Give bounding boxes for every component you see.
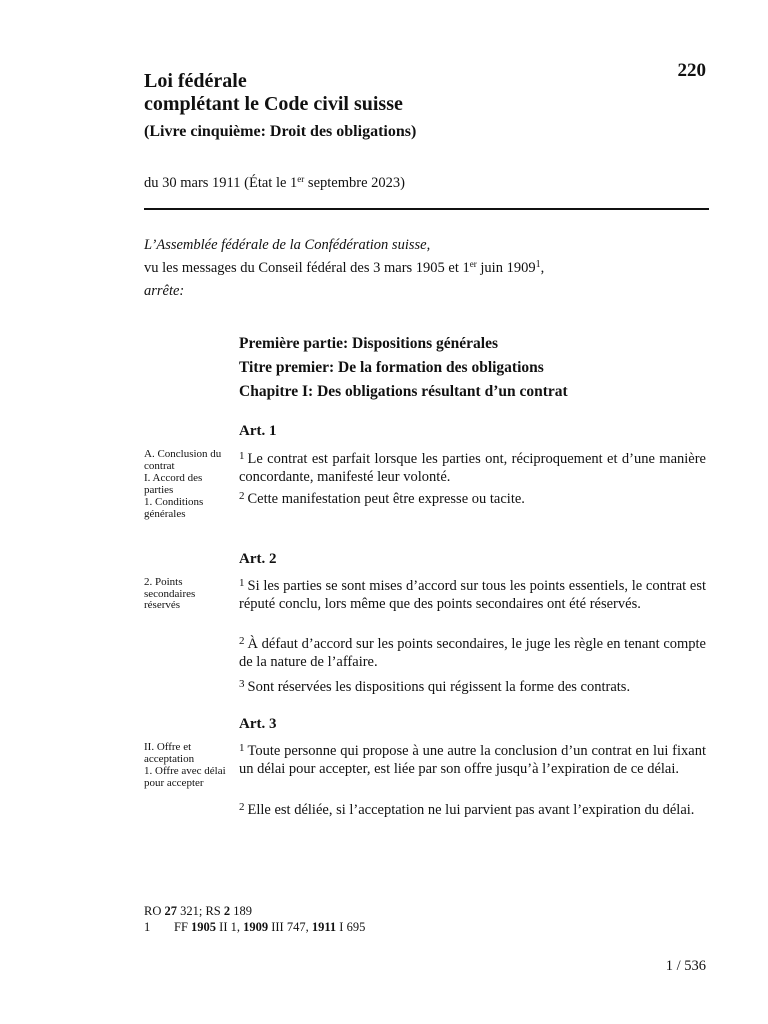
ff-year: 1911 — [311, 920, 337, 934]
article-1-paragraph-2 — [239, 487, 706, 508]
article-2-paragraph-3 — [239, 675, 706, 696]
article-1-margin-note — [144, 449, 230, 521]
heading-part: Première partie: Dispositions générales — [239, 335, 498, 352]
preamble-assembly: L’Assemblée fédérale de la Confédération suisse, — [144, 237, 431, 253]
document-subtitle: (Livre cinquième: Droit des obligations) — [144, 123, 417, 140]
title-line-1: Loi fédérale — [144, 70, 247, 92]
article-3-margin-note — [144, 742, 230, 790]
page-number: 1 / 536 — [665, 958, 706, 974]
article-2-margin-note — [144, 577, 230, 613]
footnote-number: 1 — [144, 920, 151, 934]
paragraph-text: À défaut d’accord sur les points secondaires, le juge les règle en tenant compte de la nature de l’affaire. — [239, 636, 706, 670]
preamble-arrete: arrête: — [144, 283, 185, 299]
margin-note-line: I. Accord des parties — [144, 472, 203, 496]
ff-ref: III 747, — [268, 920, 312, 934]
footnote-1 — [144, 919, 365, 935]
margin-note-line: 1. Conditions générales — [144, 496, 204, 520]
paragraph-number: 2 — [239, 801, 245, 813]
article-1-paragraph-1 — [239, 447, 706, 486]
article-3-paragraph-1 — [239, 739, 706, 778]
ff-year: 1909 — [243, 920, 269, 934]
paragraph-text: Sont réservées les dispositions qui régissent la forme des contrats. — [247, 679, 631, 695]
paragraph-text: Elle est déliée, si l’acceptation ne lui parvient pas avant l’expiration du délai. — [247, 802, 695, 818]
article-2-title: Art. 2 — [239, 551, 277, 567]
paragraph-number: 1 — [239, 742, 245, 754]
vu-suffix: juin 1909 — [476, 260, 536, 276]
document-title — [144, 70, 416, 143]
margin-note-line: A. Conclusion du contrat — [144, 448, 222, 472]
header-rule — [144, 208, 709, 210]
ro-mid: 321; RS — [177, 904, 224, 918]
date-prefix: du 30 mars 1911 (État le 1 — [144, 175, 298, 191]
ff-ref: II 1, — [216, 920, 244, 934]
heading-chapitre: Chapitre I: Des obligations résultant d’un contrat — [239, 383, 568, 400]
footnote-ref-1[interactable]: 1 — [535, 259, 541, 270]
paragraph-number: 2 — [239, 490, 245, 502]
heading-titre: Titre premier: De la formation des obligations — [239, 359, 544, 376]
vu-end: , — [540, 260, 545, 276]
footnotes — [144, 903, 365, 935]
article-2-paragraph-2 — [239, 632, 706, 671]
paragraph-text: Le contrat est parfait lorsque les parties ont, réciproquement et d’une manière concordante, manifesté leur volonté. — [239, 451, 706, 485]
margin-note-line: II. Offre et acceptation — [144, 741, 195, 765]
article-2-paragraph-1 — [239, 574, 706, 613]
ff-prefix: FF — [174, 920, 192, 934]
paragraph-text: Cette manifestation peut être expresse ou tacite. — [247, 491, 525, 507]
vu-prefix: vu les messages du Conseil fédéral des 3 mars 1905 et 1 — [144, 260, 470, 276]
article-1-title: Art. 1 — [239, 423, 277, 439]
date-sup: er — [297, 174, 305, 184]
article-3-paragraph-2 — [239, 798, 706, 819]
date-suffix: septembre 2023) — [304, 175, 405, 191]
paragraph-number: 2 — [239, 635, 245, 647]
section-headings — [239, 332, 568, 404]
rs-end: 189 — [230, 904, 253, 918]
vu-sup: er — [469, 259, 477, 269]
source-reference — [144, 903, 365, 919]
paragraph-number: 1 — [239, 577, 245, 589]
margin-note-line: 2. Points secondaires réservés — [144, 576, 196, 611]
margin-note-line: 1. Offre avec délai pour accepter — [144, 765, 226, 789]
paragraph-text: Toute personne qui propose à une autre la conclusion d’un contrat en lui fixant un délai pour accepter, est liée par son offre jusqu’à l’expiration de ce délai. — [239, 743, 706, 777]
rs-volume: 2 — [223, 904, 231, 918]
ro-volume: 27 — [164, 904, 177, 918]
preamble-vu — [144, 257, 544, 280]
paragraph-number: 3 — [239, 678, 245, 690]
paragraph-text: Si les parties se sont mises d’accord sur tous les points essentiels, le contrat est réputé conclu, lors même que des points secondaires ont été réservés. — [239, 578, 706, 612]
ff-year: 1905 — [191, 920, 217, 934]
article-3-title: Art. 3 — [239, 716, 277, 732]
paragraph-number: 1 — [239, 450, 245, 462]
title-line-2: complétant le Code civil suisse — [144, 93, 403, 115]
date-line — [144, 175, 405, 192]
ro-prefix: RO — [144, 904, 165, 918]
ff-ref: I 695 — [336, 920, 366, 934]
preamble — [144, 234, 544, 303]
sr-number: 220 — [677, 60, 706, 81]
